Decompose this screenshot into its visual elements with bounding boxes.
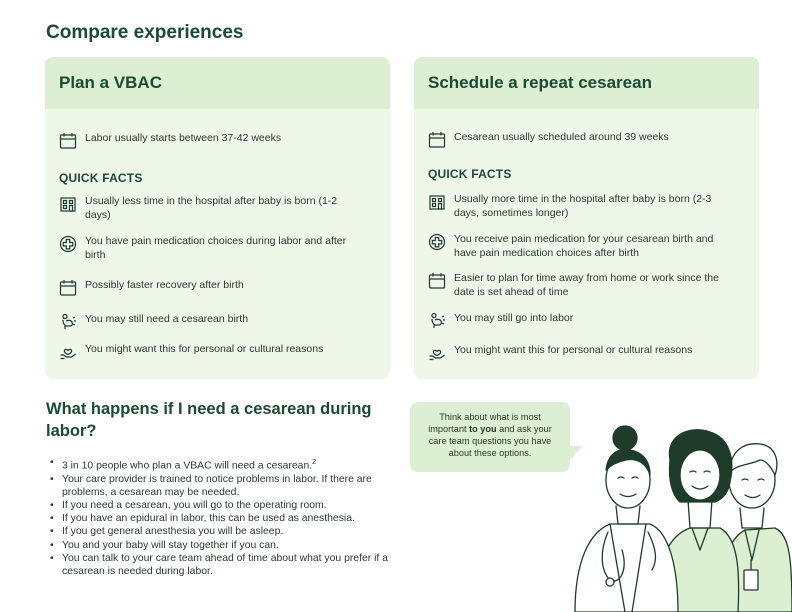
bubble-emphasis: to you — [469, 424, 497, 434]
cesarean-timing-row — [428, 131, 734, 149]
cesarean-fact — [428, 272, 734, 299]
list-item: • If you get general anesthesia you will be asleep. — [50, 525, 395, 538]
speech-bubble: Think about what is most important to you and ask your care team questions you have about these options. — [410, 402, 570, 472]
cesarean-fact-text: You receive pain medication for your cesarean birth and have pain medication choices after birth — [454, 233, 714, 259]
hospital-icon — [428, 193, 446, 211]
vbac-fact — [59, 235, 365, 262]
pregnancy-icon — [59, 313, 77, 331]
cesarean-fact — [428, 312, 734, 330]
section-heading: What happens if I need a cesarean during labor? — [46, 400, 372, 440]
list-item: • You and your baby will stay together if you can. — [50, 539, 395, 552]
calendar-icon — [428, 272, 446, 290]
vbac-card-title: Plan a VBAC — [45, 57, 390, 109]
hospital-icon — [59, 195, 77, 213]
medical-cross-icon — [428, 233, 446, 251]
cesarean-timing-text: Cesarean usually scheduled around 39 weeks — [454, 131, 669, 143]
cesarean-fact-text: You may still go into labor — [454, 312, 574, 324]
cesarean-fact — [428, 233, 734, 260]
vbac-fact — [59, 343, 365, 361]
list-item: • If you have an epidural in labor, this can be used as anesthesia. — [50, 512, 395, 525]
pregnancy-icon — [428, 312, 446, 330]
page-title: Compare experiences — [46, 22, 244, 43]
vbac-fact-text: You have pain medication choices during labor and after birth — [85, 235, 347, 261]
cesarean-fact-text: Easier to plan for time away from home or work since the date is set ahead of time — [454, 272, 719, 298]
calendar-icon — [59, 132, 77, 150]
care-team-illustration — [570, 420, 792, 612]
vbac-card — [45, 57, 390, 379]
cesarean-card-title: Schedule a repeat cesarean — [414, 57, 759, 109]
vbac-fact-text: Possibly faster recovery after birth — [85, 279, 244, 291]
footnote-marker: 2 — [312, 459, 317, 466]
list-item: • If you need a cesarean, you will go to the operating room. — [50, 499, 395, 512]
vbac-fact — [59, 279, 365, 297]
cesarean-during-labor-list — [50, 456, 395, 578]
vbac-fact-text: Usually less time in the hospital after baby is born (1-2 days) — [85, 195, 338, 221]
vbac-fact — [59, 195, 365, 222]
cesarean-fact — [428, 344, 734, 362]
cesarean-fact — [428, 193, 734, 220]
medical-cross-icon — [59, 235, 77, 253]
vbac-quick-facts-label: QUICK FACTS — [59, 171, 143, 185]
vbac-fact-text: You may still need a cesarean birth — [85, 313, 249, 325]
calendar-icon — [428, 131, 446, 149]
list-item: • Your care provider is trained to notice problems in labor. If there are problems, a cesarean may be needed. — [50, 473, 395, 499]
vbac-fact — [59, 313, 365, 331]
doctor-figure — [575, 426, 678, 612]
cesarean-fact-text: You might want this for personal or cultural reasons — [454, 344, 693, 356]
cesarean-fact-text: Usually more time in the hospital after baby is born (2-3 days, sometimes longer) — [454, 193, 712, 219]
vbac-timing-row — [59, 132, 365, 150]
cesarean-quick-facts-label: QUICK FACTS — [428, 167, 512, 181]
calendar-icon — [59, 279, 77, 297]
caring-hands-icon — [59, 343, 77, 361]
caring-hands-icon — [428, 344, 446, 362]
list-item: • You can talk to your care team ahead of time about what you prefer if a cesarean is needed during labor. — [50, 552, 395, 578]
cesarean-card — [414, 57, 759, 379]
vbac-fact-text: You might want this for personal or cultural reasons — [85, 343, 324, 355]
vbac-timing-text: Labor usually starts between 37-42 weeks — [85, 132, 282, 144]
list-item: • 3 in 10 people who plan a VBAC will need a cesarean.$^2$ — [50, 456, 395, 473]
